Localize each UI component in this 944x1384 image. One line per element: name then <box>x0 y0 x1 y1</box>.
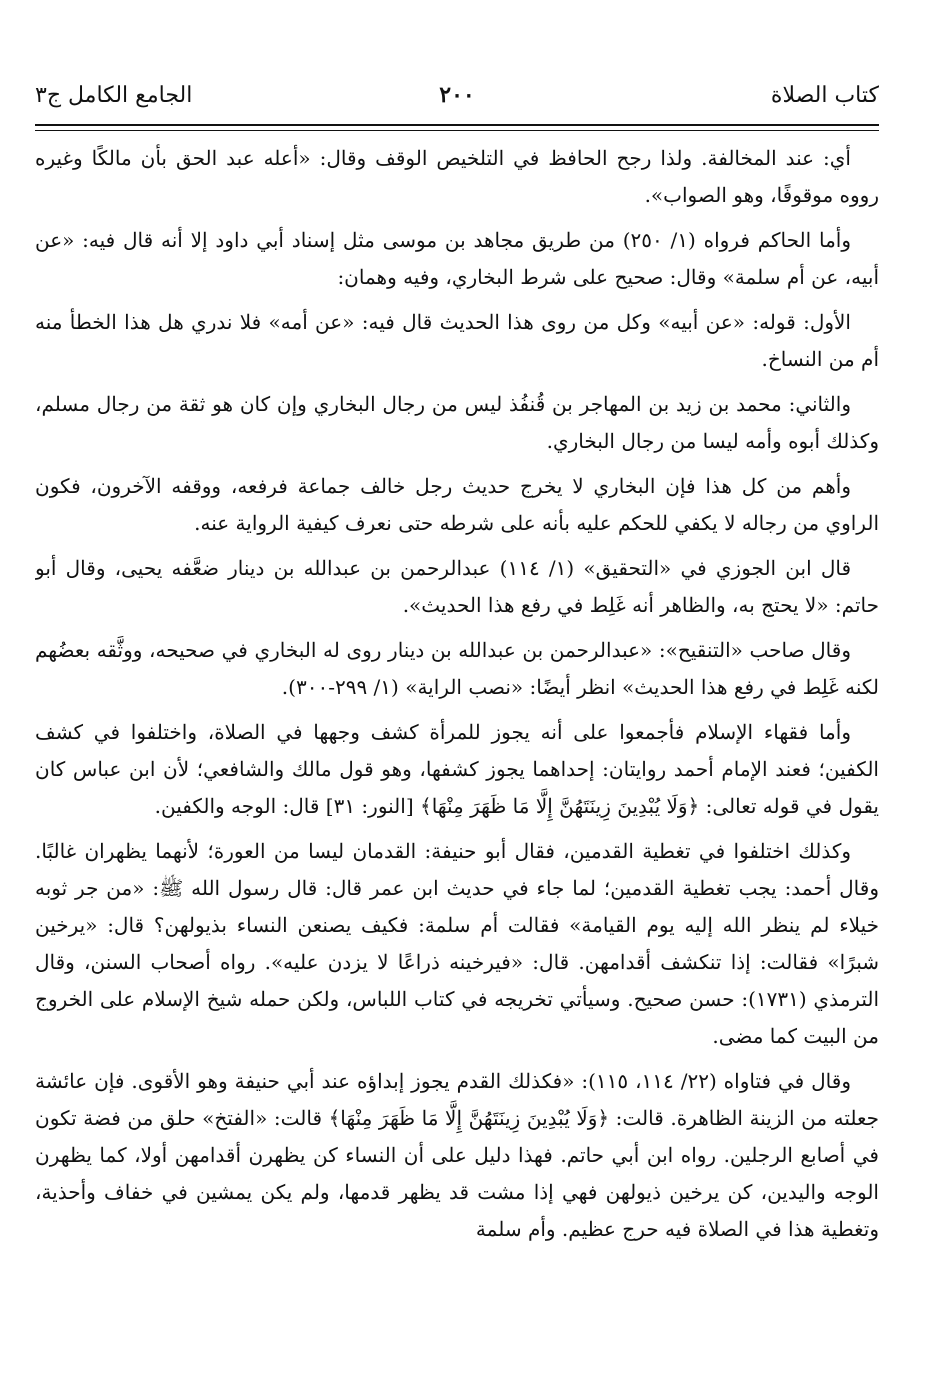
paragraph: والثاني: محمد بن زيد بن المهاجر بن قُنفُذ ليس من رجال البخاري وإن كان هو ثقة من رجال مسلم، وكذلك أبوه وأمه ليسا من رجال البخاري. <box>35 392 879 453</box>
page-number: ٢٠٠ <box>439 82 475 108</box>
paragraph: وأهم من كل هذا فإن البخاري لا يخرج حديث رجل خالف جماعة فرفعه، ووقفه الآخرون، فكون الراوي من رجاله لا يكفي للحكم عليه بأنه على شرطه حتى نعرف كيفية الرواية عنه. <box>35 474 879 535</box>
header-rule-thin <box>35 130 879 131</box>
paragraph: أي: عند المخالفة. ولذا رجح الحافظ في التلخيص الوقف وقال: «أعله عبد الحق بأن مالكًا وغيره رووه موقوفًا، وهو الصواب». <box>35 146 879 207</box>
paragraph: وقال في فتاواه (٢٢/ ١١٤، ١١٥): «فكذلك القدم يجوز إبداؤه عند أبي حنيفة وهو الأقوى. فإن عائشة جعلته من الزينة الظاهرة. قالت: ﴿وَلَا يُبْدِينَ زِينَتَهُنَّ إِلَّا مَا ظَهَرَ مِنْهَا﴾ قالت: «الفتخ» حلق من فضة تكون في أصابع الرجلين. رواه ابن أبي حاتم. فهذا دليل على أن النساء كن يظهرن أقدامهن أولا، كما يظهرن الوجه واليدين، كن يرخين ذيولهن فهي إذا مشت قد يظهر قدمها، ولم يكن يمشين في خفاف وأحذية، وتغطية هذا في الصلاة فيه حرج عظيم. وأم سلمة <box>35 1069 879 1241</box>
paragraph: قال ابن الجوزي في «التحقيق» (١/ ١١٤) عبدالرحمن بن عبدالله بن دينار ضعَّفه يحيى، وقال أبو حاتم: «لا يحتج به، والظاهر أنه غَلِط في رفع هذا الحديث». <box>35 556 879 617</box>
paragraph: وأما الحاكم فرواه (١/ ٢٥٠) من طريق مجاهد بن موسى مثل إسناد أبي داود إلا أنه قال فيه: «عن أبيه، عن أم سلمة» وقال: صحيح على شرط البخاري، وفيه وهمان: <box>35 228 879 289</box>
book-title: كتاب الصلاة <box>770 82 879 108</box>
paragraph: وكذلك اختلفوا في تغطية القدمين، فقال أبو حنيفة: القدمان ليسا من العورة؛ لأنهما يظهران غالبًا. وقال أحمد: يجب تغطية القدمين؛ لما جاء في حديث ابن عمر قال: قال رسول الله ﷺ: «من جر ثوبه خيلاء لم ينظر الله إليه يوم القيامة» فقالت أم سلمة: فكيف يصنعن النساء بذيولهن؟ قال: «يرخين شبرًا» فقالت: إذا تنكشف أقدامهن. قال: «فيرخينه ذراعًا لا يزدن عليه». رواه أصحاب السنن، وقال الترمذي (١٧٣١): حسن صحيح. وسيأتي تخريجه في كتاب اللباس، ولكن حمله شيخ الإسلام على الخروج من البيت كما مضى. <box>35 839 879 1048</box>
paragraph: وقال صاحب «التنقيح»: «عبدالرحمن بن عبدالله بن دينار روى له البخاري في صحيحه، ووثَّقه بعضُهم لكنه غَلِط في رفع هذا الحديث» انظر أيضًا: «نصب الراية» (١/ ٢٩٩-٣٠٠). <box>35 638 879 699</box>
page-body <box>35 140 879 1370</box>
page-header <box>35 70 879 120</box>
paragraph: وأما فقهاء الإسلام فأجمعوا على أنه يجوز للمرأة كشف وجهها في الصلاة، واختلفوا في كشف الكفين؛ فعند الإمام أحمد روايتان: إحداهما يجوز كشفها، وهو قول مالك والشافعي؛ لأن ابن عباس كان يقول في قوله تعالى: ﴿وَلَا يُبْدِينَ زِينَتَهُنَّ إِلَّا مَا ظَهَرَ مِنْهَا﴾ [النور: ٣١] قال: الوجه والكفين. <box>35 720 879 818</box>
header-rule-thick <box>35 124 879 126</box>
running-title: الجامع الكامل ج٣ <box>35 82 193 108</box>
paragraph: الأول: قوله: «عن أبيه» وكل من روى هذا الحديث قال فيه: «عن أمه» فلا ندري هل هذا الخطأ منه أم من النساخ. <box>35 310 879 371</box>
